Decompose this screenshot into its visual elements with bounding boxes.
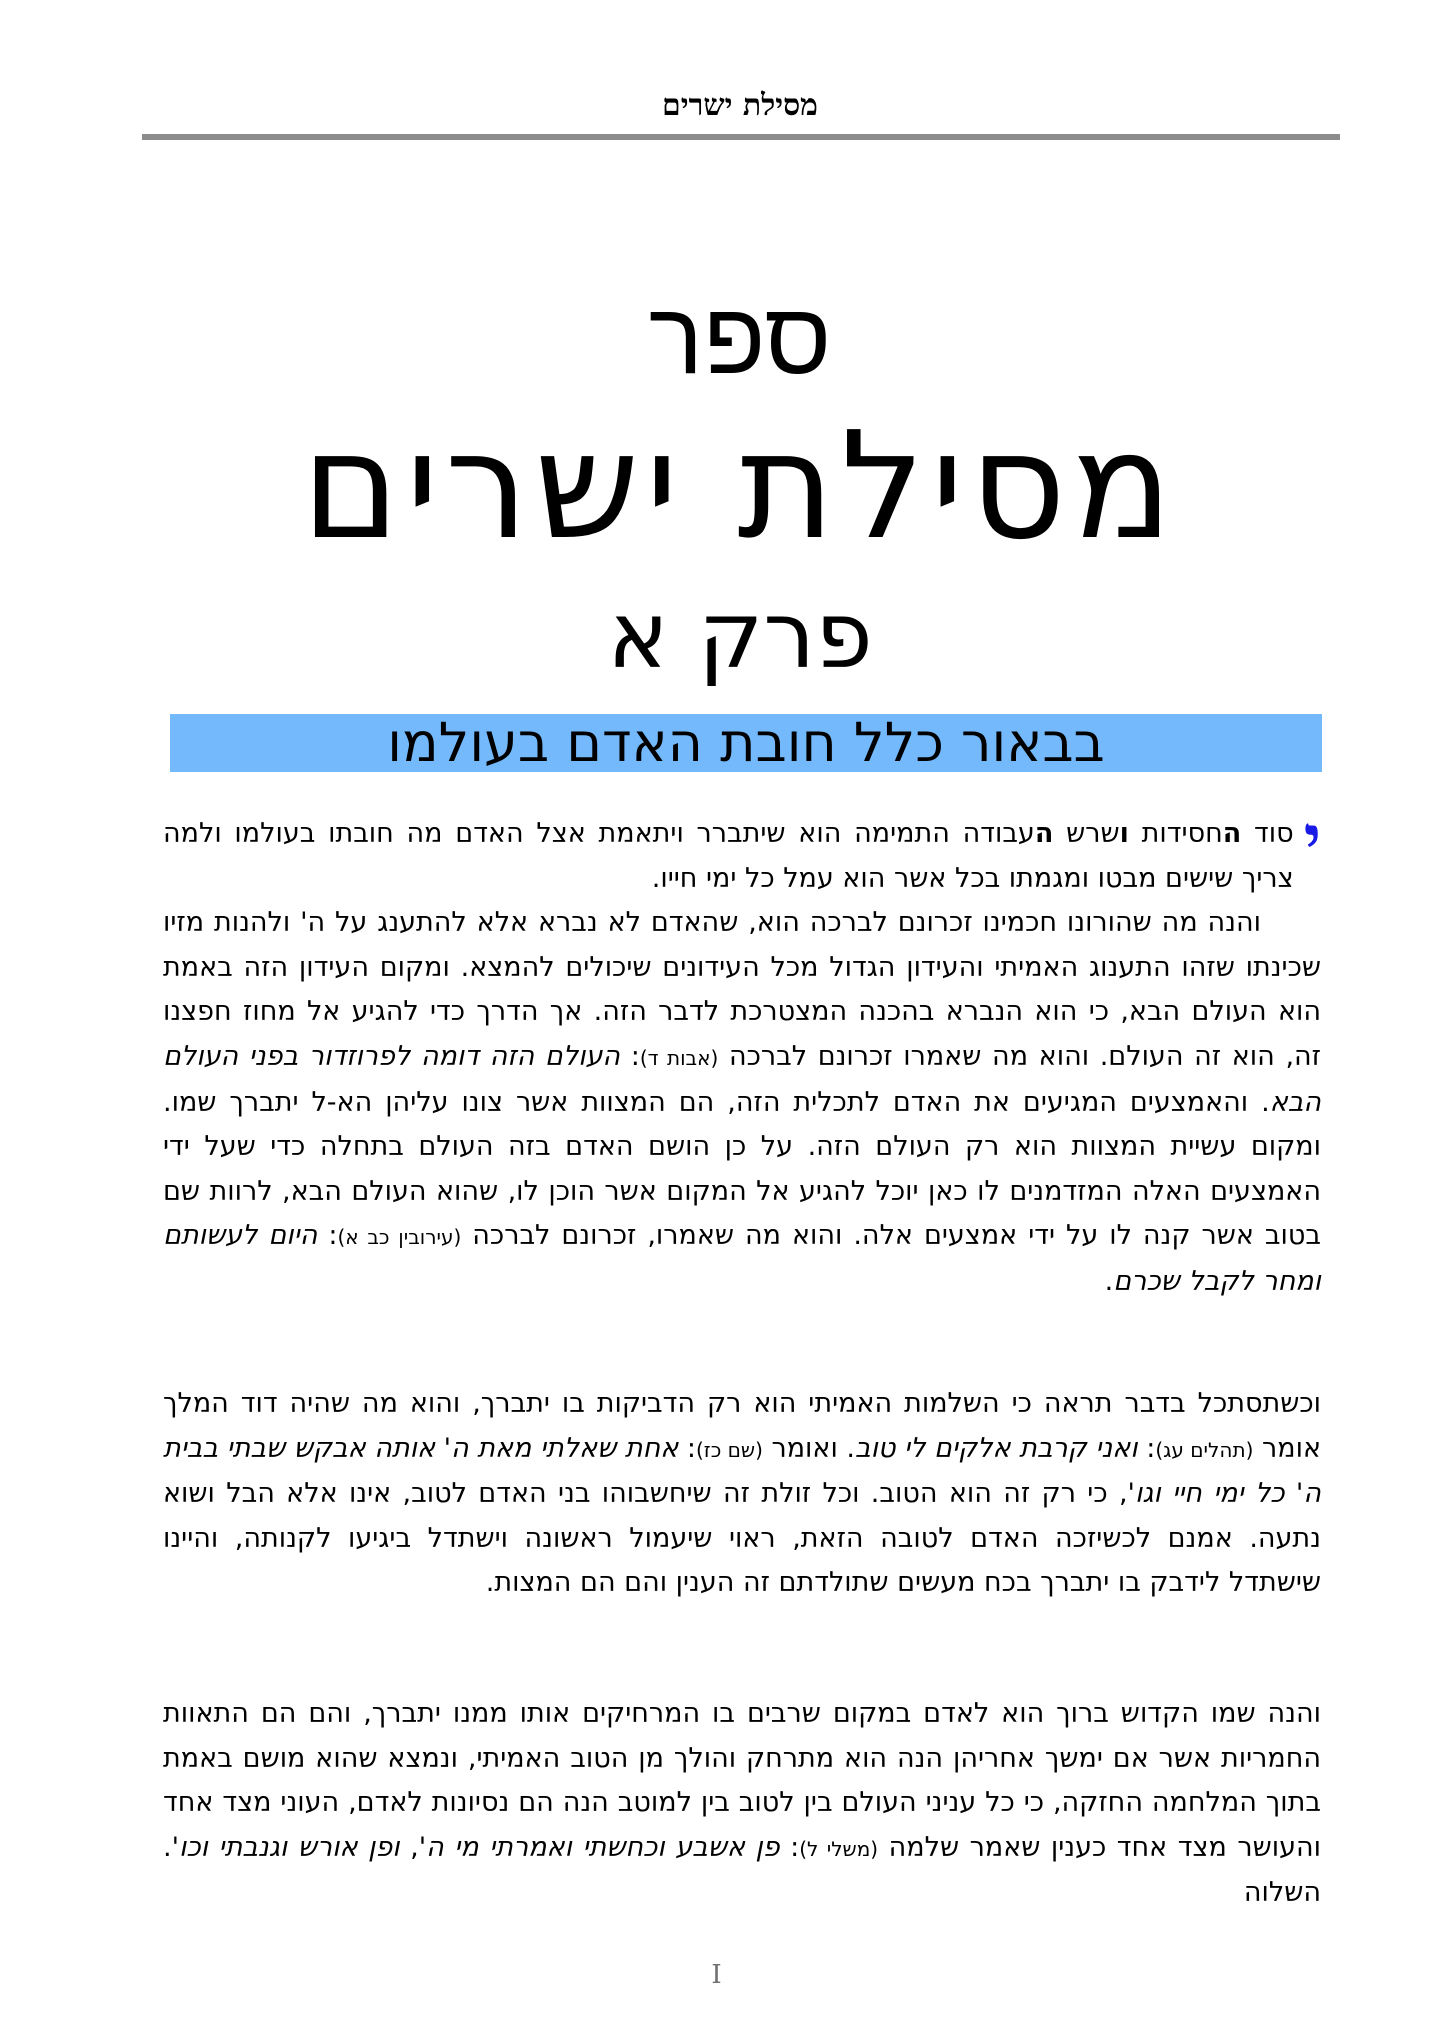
paragraph-3-text [163, 1692, 1321, 1916]
paragraph-1-opening [163, 800, 1321, 901]
text-run: , [399, 1831, 419, 1863]
drop-cap: י [1303, 800, 1321, 878]
bold-letter: ה [1222, 818, 1242, 849]
text-run: סוד [1241, 818, 1294, 849]
paragraph-2-text [163, 1382, 1321, 1606]
text-run: : [779, 1831, 800, 1863]
paragraph-1-body [163, 901, 1321, 1304]
page-number: I [711, 1960, 722, 1990]
quotation: פן אשבע וכחשתי ואמרתי מי ה' [418, 1831, 780, 1863]
text-run: והנה שמו הקדוש ברוך הוא לאדם במקום שרבים בו המרחיקים אותו ממנו יתברך, והם הם התאוות החמריות אשר אם ימשך אחריהן הנה הוא מתרחק והולך מן הטוב האמיתי, ונמצא שהוא מושם באמת בתוך המלחמה החזקה, כי כל עניני העולם בין לטוב בין למוטב הנה הם נסיונות לאדם, העוני מצד אחד והעושר מצד אחד כענין שאמר שלמה [163, 1698, 1321, 1863]
text-run: חסידות [1128, 818, 1223, 849]
bold-letter: ה [1034, 818, 1054, 849]
paragraph-3 [163, 1692, 1321, 1916]
source-reference: (תהלים עג) [1155, 1437, 1254, 1462]
text-run: . [1104, 1265, 1114, 1297]
source-reference: (שם כז) [695, 1437, 763, 1462]
text-run: : [1137, 1432, 1156, 1464]
text-run: . ואומר [762, 1432, 855, 1464]
text-run: והנה מה שהורונו חכמינו זכרונם לברכה הוא, שהאדם לא נברא אלא להתענג על ה' ולהנות מזיו שכינתו שזהו התענוג האמיתי והעידון הגדול מכל העידונים שיכולים להמצא. ומקום העידון הזה באמת הוא העולם הבא, כי הוא הנברא בהכנה המצטרכת לדבר הזה. אך הדרך כדי להגיע אל מחוז חפצנו זה, הוא זה העולם. והוא מה שאמרו זכרונם לברכה [163, 907, 1322, 1072]
running-head: מסילת ישרים [662, 88, 818, 123]
source-reference: (עירובין כב א) [337, 1225, 462, 1250]
book-title: מסילת ישרים [301, 400, 1179, 572]
text-run: וכשתסתכל בדבר תראה כי השלמות האמיתי הוא רק הדביקות בו יתברך, והוא מה שהיה דוד המלך אומר [163, 1388, 1321, 1464]
quotation: ופן אורש וגנבתי וכו' [171, 1831, 400, 1863]
header-rule [142, 134, 1340, 140]
source-reference: (משלי ל) [799, 1836, 879, 1861]
quotation: ואני קרבת אלקים לי טוב [854, 1432, 1138, 1464]
text-run: : [317, 1220, 338, 1252]
text-run: : [678, 1432, 696, 1464]
text-run: . והאמצעים המגיעים את האדם לתכלית הזה, הם המצוות אשר צונו עליהן הא-ל יתברך שמו. ומקום עשיית המצוות הוא רק העולם הזה. על כן הושם האדם בזה העולם בתחלה כדי שעל ידי האמצעים האלה המזדמנים לו כאן יוכל להגיע אל המקום אשר הוכן לו, שהוא העולם הבא, לרוות שם בטוב אשר קנה לו על ידי אמצעים אלה. והוא מה שאמרו, זכרונם לברכה [163, 1086, 1321, 1252]
text-run: : [620, 1040, 640, 1072]
chapter-heading: בבאור כלל חובת האדם בעולמו [387, 711, 1105, 774]
text-run: , כי רק זה הוא הטוב. וכל זולת זה שיחשבוהו בני האדם לטוב, אינו אלא הבל ושוא נתעה. אמנם לכשיזכה האדם לטובה הזאת, ראוי שיעמול ראשונה וישתדל ביגיעו לקנותה, והיינו שישתדל לידבק בו יתברך בכח מעשים שתולדתם זה הענין והם הם המצות. [163, 1478, 1321, 1599]
quotation: אחת שאלתי מאת ה' אותה אבקש שבתי בבית ה' כל ימי חיי וגו' [163, 1432, 1321, 1510]
paragraph-2 [163, 1382, 1321, 1606]
quotation: היום לעשותם ומחר לקבל שכרם [163, 1220, 1321, 1297]
text-run: שרש [1053, 818, 1120, 849]
source-reference: (אבות ד) [639, 1045, 719, 1070]
text-run: חובתו בעולמו ולמה צריך שישים מבטו ומגמתו בכל אשר הוא עמל כל ימי חייו. [163, 818, 1294, 894]
text-run: . השלוה [163, 1831, 1321, 1909]
chapter-number: פרק א [607, 582, 873, 689]
text-run: עבודה התמימה הוא שיתברר ויתאמת אצל האדם מה [406, 818, 1035, 849]
paragraph-1 [163, 800, 1322, 1305]
chapter-heading-band [170, 711, 1322, 774]
title-sefer: ספר [648, 279, 832, 398]
bold-letter: ו [1119, 818, 1129, 849]
quotation: העולם הזה דומה לפרוזדור בפני העולם הבא [163, 1040, 1321, 1118]
